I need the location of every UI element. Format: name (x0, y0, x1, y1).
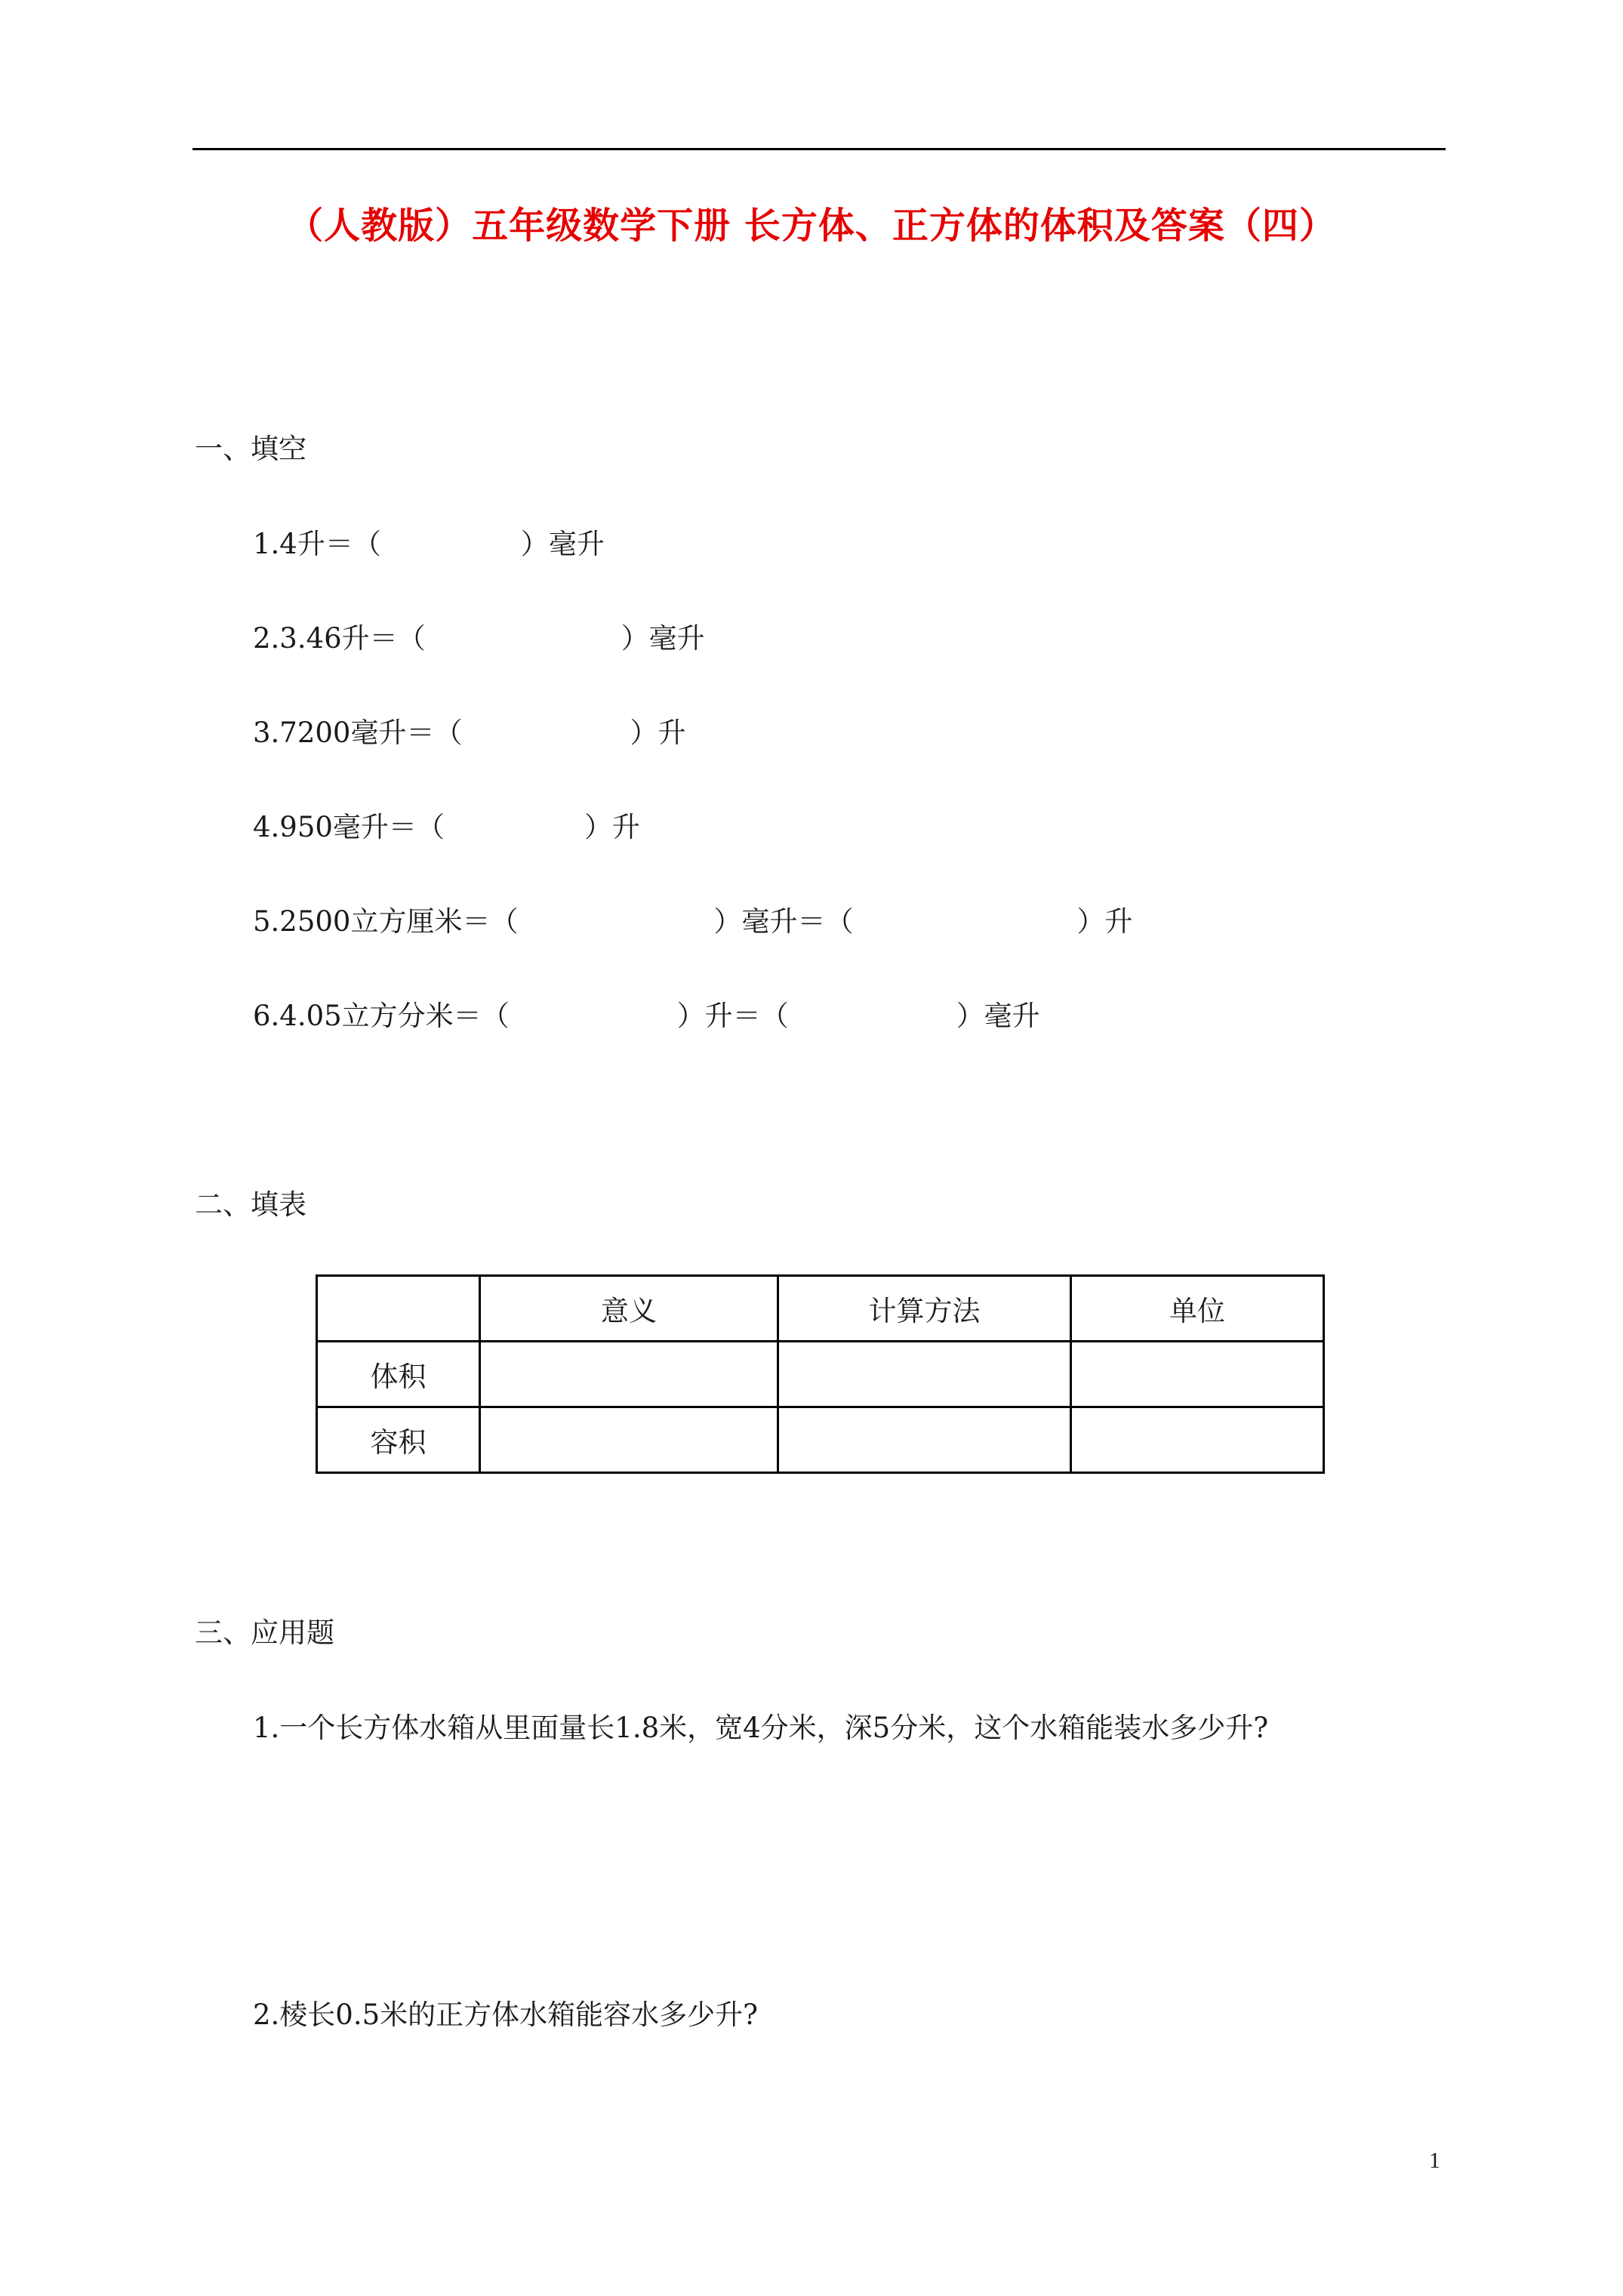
fill-item-1: 1.4升＝（ ）毫升 (253, 528, 605, 560)
table-cell (778, 1407, 1071, 1473)
table-row (317, 1342, 1324, 1407)
header-rule (192, 148, 1446, 150)
section-heading-application: 三、应用题 (195, 1616, 334, 1649)
application-question-2: 2.棱长0.5米的正方体水箱能容水多少升? (253, 1999, 758, 2031)
table-cell (1071, 1407, 1324, 1473)
fill-item-5: 5.2500立方厘米＝（ ）毫升＝（ ）升 (253, 905, 1133, 938)
table-cell (1071, 1342, 1324, 1407)
fill-table (316, 1274, 1325, 1474)
section-heading-fill-table: 二、填表 (195, 1188, 306, 1221)
table-header-cell: 意义 (480, 1276, 778, 1342)
table-header-row (317, 1276, 1324, 1342)
table-header-cell: 单位 (1071, 1276, 1324, 1342)
table-header-cell (317, 1276, 480, 1342)
fill-item-4: 4.950毫升＝（ ）升 (253, 811, 640, 843)
fill-item-3: 3.7200毫升＝（ ）升 (253, 717, 686, 749)
table-cell (480, 1342, 778, 1407)
application-question-1: 1.一个长方体水箱从里面量长1.8米，宽4分米，深5分米，这个水箱能装水多少升? (253, 1712, 1269, 1744)
table-row-label: 容积 (317, 1407, 480, 1473)
table-header-cell: 计算方法 (778, 1276, 1071, 1342)
page-number: 1 (1429, 2148, 1440, 2173)
table-row (317, 1407, 1324, 1473)
fill-item-2: 2.3.46升＝（ ）毫升 (253, 622, 705, 655)
table-cell (480, 1407, 778, 1473)
fill-item-6: 6.4.05立方分米＝（ ）升＝（ ）毫升 (253, 1000, 1040, 1032)
page-title: （人教版）五年级数学下册 长方体、正方体的体积及答案（四） (287, 205, 1336, 247)
table-row-label: 体积 (317, 1342, 480, 1407)
section-heading-fill-blank: 一、填空 (195, 433, 306, 465)
table-cell (778, 1342, 1071, 1407)
